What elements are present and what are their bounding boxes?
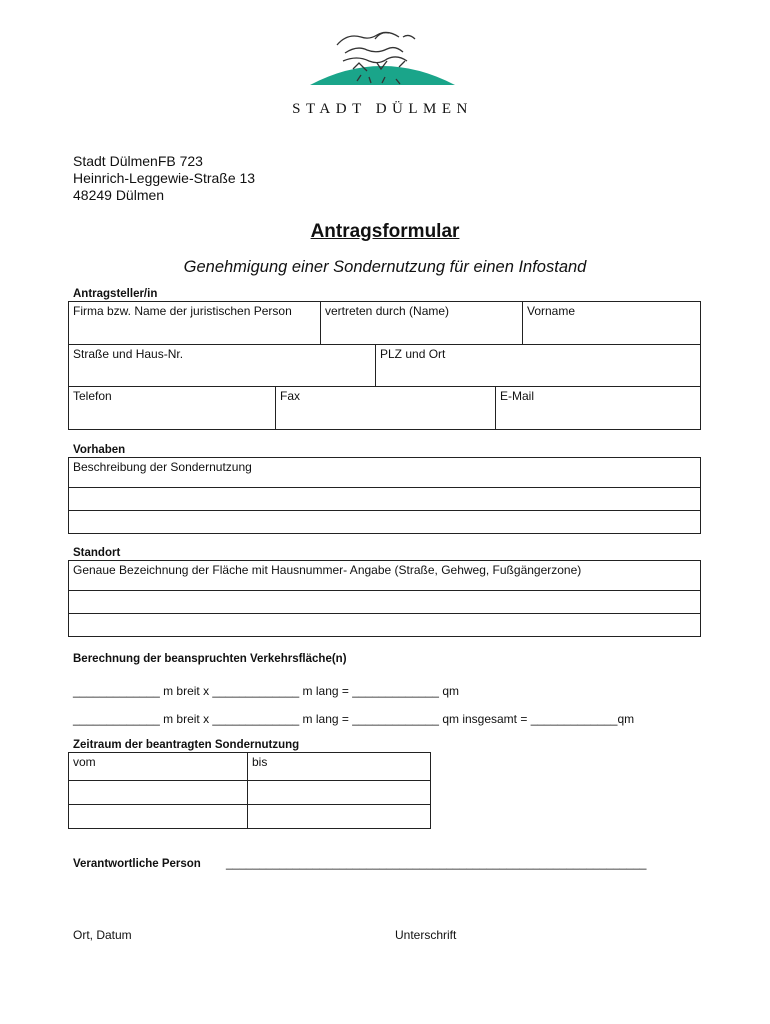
field-label: Beschreibung der Sondernutzung (73, 460, 252, 474)
section-heading-applicant: Antragsteller/in (73, 288, 158, 300)
field-label: Telefon (73, 389, 112, 403)
field-beschreibung-line[interactable] (68, 487, 701, 511)
field-firma[interactable] (68, 301, 321, 345)
field-label: bis (252, 755, 268, 769)
address-line: Heinrich-Leggewie-Straße 13 (73, 170, 256, 186)
address-block (73, 153, 255, 204)
field-bis[interactable] (247, 752, 431, 781)
verantwortliche-person-line[interactable]: _______________________________________________________________ (226, 856, 647, 870)
calc-line-1[interactable]: _____________ m breit x _____________ m lang = _____________ qm (73, 684, 459, 698)
field-beschreibung[interactable] (68, 457, 701, 488)
field-bis-row[interactable] (247, 804, 431, 829)
field-vertreten[interactable] (320, 301, 523, 345)
field-label: Vorname (527, 304, 576, 318)
field-label: vom (73, 755, 96, 769)
field-standort-line[interactable] (68, 613, 701, 637)
section-heading-standort: Standort (73, 547, 121, 559)
field-label: E-Mail (500, 389, 535, 403)
field-standort-line[interactable] (68, 590, 701, 614)
field-vom[interactable] (68, 752, 248, 781)
address-line: Stadt DülmenFB 723 (73, 153, 203, 169)
unterschrift-label: Unterschrift (395, 928, 457, 942)
ort-datum-label: Ort, Datum (73, 928, 132, 942)
field-email[interactable] (495, 386, 701, 430)
field-beschreibung-line[interactable] (68, 510, 701, 534)
field-fax[interactable] (275, 386, 496, 430)
field-vorname[interactable] (522, 301, 701, 345)
field-vom-row[interactable] (68, 780, 248, 805)
verantwortliche-person-label: Verantwortliche Person (73, 858, 201, 870)
field-plz-ort[interactable] (375, 344, 701, 387)
city-logo (275, 25, 490, 125)
field-label: Firma bzw. Name der juristischen Person (73, 304, 292, 318)
section-heading-berechnung: Berechnung der beanspruchten Verkehrsfläche(n) (73, 653, 347, 665)
address-line: 48249 Dülmen (73, 187, 165, 203)
form-title: Antragsformular (310, 221, 460, 242)
section-heading-zeitraum: Zeitraum der beantragten Sondernutzung (73, 739, 300, 751)
field-strasse[interactable] (68, 344, 376, 387)
calc-line-2[interactable]: _____________ m breit x _____________ m lang = _____________ qm insgesamt = _____________qm (73, 712, 635, 726)
field-telefon[interactable] (68, 386, 276, 430)
field-label: Straße und Haus-Nr. (73, 347, 184, 361)
field-label: Genaue Bezeichnung der Fläche mit Hausnummer- Angabe (Straße, Gehweg, Fußgängerzone) (73, 563, 582, 577)
field-label: Fax (280, 389, 301, 403)
horses-emblem-icon (275, 25, 490, 105)
city-name: STADT DÜLMEN (292, 101, 473, 117)
field-bis-row[interactable] (247, 780, 431, 805)
field-label: PLZ und Ort (380, 347, 446, 361)
field-vom-row[interactable] (68, 804, 248, 829)
field-standort[interactable] (68, 560, 701, 591)
section-heading-vorhaben: Vorhaben (73, 444, 126, 456)
field-label: vertreten durch (Name) (325, 304, 450, 318)
form-subtitle: Genehmigung einer Sondernutzung für einen Infostand (183, 258, 587, 276)
